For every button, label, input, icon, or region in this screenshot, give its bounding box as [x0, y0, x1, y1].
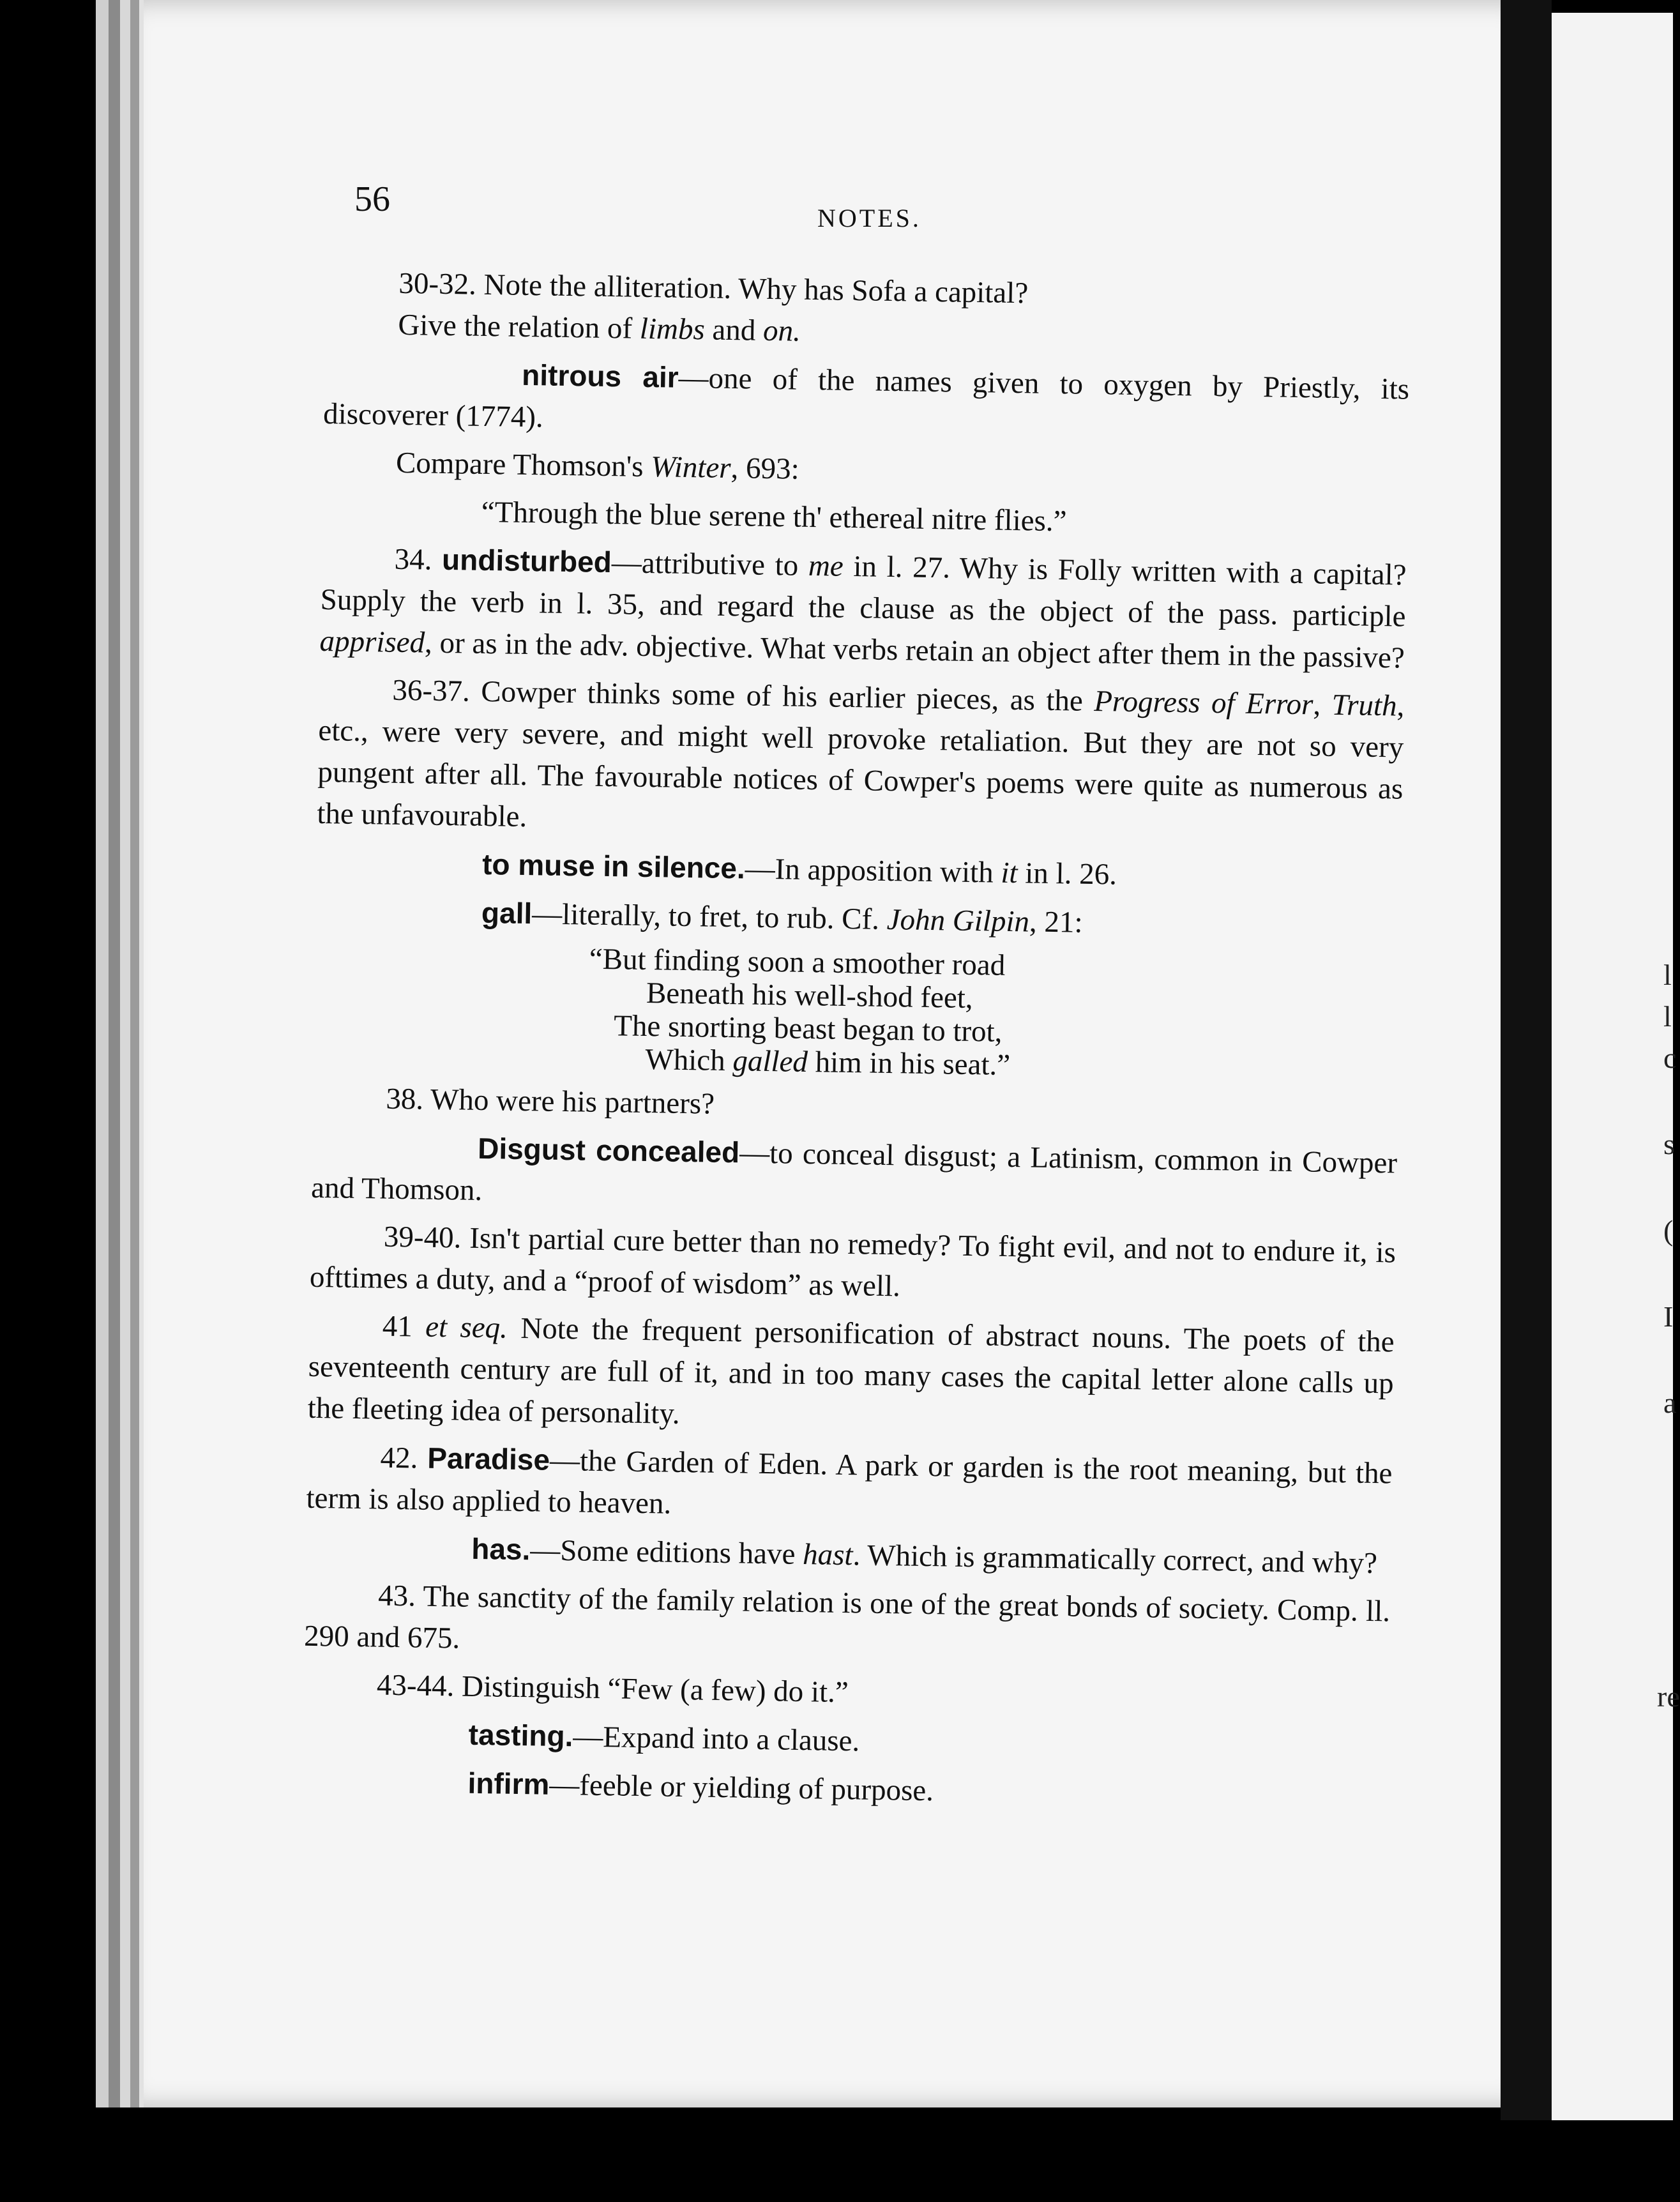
- note-text: —In apposition with: [745, 852, 1001, 890]
- running-head: NOTES.: [817, 204, 921, 232]
- italic-term: it: [1001, 856, 1018, 890]
- note-text: Note the alliteration. Why has Sofa a capital?: [483, 268, 1029, 310]
- line-ref: 30-32.: [398, 266, 477, 301]
- note-43: [304, 1574, 1391, 1674]
- note-text: and: [704, 313, 764, 347]
- italic-term: hast: [802, 1537, 853, 1572]
- line-ref: 36-37.: [392, 673, 471, 708]
- note-text: —Some editions have: [529, 1533, 803, 1571]
- note-infirm: [301, 1760, 1388, 1819]
- page-edge: [120, 0, 130, 2107]
- headword: Disgust concealed: [477, 1131, 740, 1169]
- headword: has.: [471, 1531, 531, 1567]
- headword: nitrous air: [521, 358, 679, 394]
- headword: to muse in silence.: [481, 847, 746, 885]
- note-42: [306, 1436, 1393, 1537]
- note-text: Who were his partners?: [430, 1082, 715, 1121]
- note-text: —to conceal disgust; a Latinism, common in Cowper and Thomson.: [310, 1136, 1398, 1208]
- note-has: [305, 1526, 1391, 1585]
- page-edge: [130, 0, 139, 2107]
- note-text: —the Garden of Eden. A park or garden is the root meaning, but the term is also applied to heaven.: [306, 1443, 1393, 1521]
- note-text: —feeble or yielding of purpose.: [549, 1768, 934, 1808]
- line-ref: 34.: [394, 542, 432, 577]
- facing-fragment: (: [1663, 1214, 1674, 1247]
- headword: gall: [481, 895, 533, 930]
- note-nitrous-air: [323, 351, 1410, 452]
- line-ref: 43.: [377, 1579, 416, 1613]
- note-39-40: [310, 1215, 1396, 1316]
- facing-page: [1552, 13, 1680, 2120]
- note-text: in l. 27. Why is Folly written with a capital? Supply the verb in l. 35, and regard the clause as the object of the pass. participle: [320, 549, 1407, 634]
- note-text: —Expand into a clause.: [572, 1720, 860, 1758]
- facing-fragment: c: [1663, 1042, 1677, 1074]
- verse-quotation: [313, 938, 1400, 1088]
- line-ref: 38.: [386, 1082, 424, 1116]
- note-text: —one of the names given to oxygen by Priestly, its discoverer (1774).: [322, 361, 1410, 434]
- line-ref: 39-40.: [383, 1220, 462, 1255]
- italic-term: John Gilpin: [886, 902, 1030, 939]
- note-text: Give the relation of: [398, 308, 640, 345]
- line-ref: 43-44.: [376, 1668, 455, 1703]
- facing-fragment: a: [1663, 1386, 1677, 1419]
- note-to-muse: [316, 841, 1402, 900]
- note-41: [307, 1305, 1395, 1446]
- note-text: Compare Thomson's: [395, 446, 651, 484]
- book-gutter: [1501, 0, 1552, 2120]
- italic-term: limbs: [639, 312, 706, 347]
- facing-fragment: l: [1663, 959, 1672, 991]
- verse-line: The snorting beast began to trot,: [613, 1009, 1003, 1049]
- note-text: , etc., were very severe, and might well provoke retaliation. But they are not so very pungent after all. The favourable notices of Cowper's poems were quite as numerous as the unfavourable.: [317, 689, 1405, 834]
- italic-term: galled: [732, 1044, 808, 1079]
- note-text: Note the frequent personification of abstract nouns. The poets of the seventeenth century are full of it, and in too many cases the capital letter alone calls up the fleeting idea of personality.: [307, 1312, 1395, 1431]
- note-34: [319, 537, 1407, 680]
- headword: Paradise: [427, 1441, 550, 1477]
- facing-fragment: l: [1663, 1000, 1672, 1033]
- note-text: Distinguish “Few (a few) do it.”: [461, 1669, 849, 1710]
- note-38: [312, 1077, 1398, 1136]
- line-ref: 42.: [380, 1441, 418, 1475]
- verse-line: Beneath his well-shod feet,: [646, 976, 974, 1015]
- note-text: , or as in the adv. objective. What verbs retain an object after them in the passive?: [424, 626, 1405, 675]
- italic-term: on.: [762, 314, 801, 348]
- notes-body: [301, 262, 1411, 1825]
- italic-term: apprised: [319, 624, 425, 660]
- note-43-44: [303, 1664, 1389, 1722]
- verse-text: him in his seat.”: [807, 1045, 1011, 1082]
- note-disgust-concealed: [311, 1125, 1398, 1226]
- italic-term: me: [808, 549, 844, 583]
- note-text: , 693:: [730, 452, 800, 486]
- headword: tasting.: [468, 1717, 573, 1753]
- note-36-37: [317, 669, 1405, 852]
- quotation: “Through the blue serene th' ethereal nitre flies.”: [481, 495, 1067, 538]
- note-text: Isn't partial cure better than no remedy? To fight evil, and not to endure it, is ofttimes a duty, and a “proof of wisdom” as well.: [309, 1221, 1396, 1303]
- line-ref: 41: [382, 1309, 413, 1344]
- page-edge: [96, 0, 109, 2107]
- verse-text: Which: [645, 1043, 733, 1078]
- facing-fragment: re: [1657, 1680, 1680, 1713]
- headword: infirm: [467, 1766, 550, 1801]
- note-gall: [315, 890, 1402, 949]
- verse-line: “But finding soon a smoother road: [589, 942, 1006, 982]
- note-text: ,: [1313, 688, 1333, 722]
- note-text: , 21:: [1029, 905, 1083, 939]
- note-text: in l. 26.: [1017, 856, 1117, 892]
- note-text: Cowper thinks some of his earlier pieces, as the: [480, 674, 1094, 718]
- italic-term: Truth: [1331, 688, 1397, 723]
- note-30-32: [324, 262, 1411, 362]
- italic-term: Winter: [650, 450, 731, 485]
- note-tasting: [302, 1712, 1388, 1771]
- italic-term: et seq.: [425, 1310, 508, 1345]
- note-text: —literally, to fret, to rub. Cf.: [531, 897, 888, 936]
- facing-fragment: s: [1663, 1128, 1675, 1160]
- note-text: The sanctity of the family relation is one of the great bonds of society. Comp. ll. 290 and 675.: [303, 1579, 1391, 1655]
- headword: undisturbed: [441, 542, 612, 579]
- facing-fragment: I: [1663, 1300, 1674, 1333]
- note-text: . Which is grammatically correct, and why?: [852, 1538, 1378, 1581]
- page-edge: [109, 0, 120, 2107]
- italic-term: Progress of Error: [1093, 684, 1313, 722]
- note-text: —attributive to: [611, 546, 809, 582]
- page-number: 56: [354, 179, 390, 219]
- note-compare-thomson: [322, 441, 1409, 500]
